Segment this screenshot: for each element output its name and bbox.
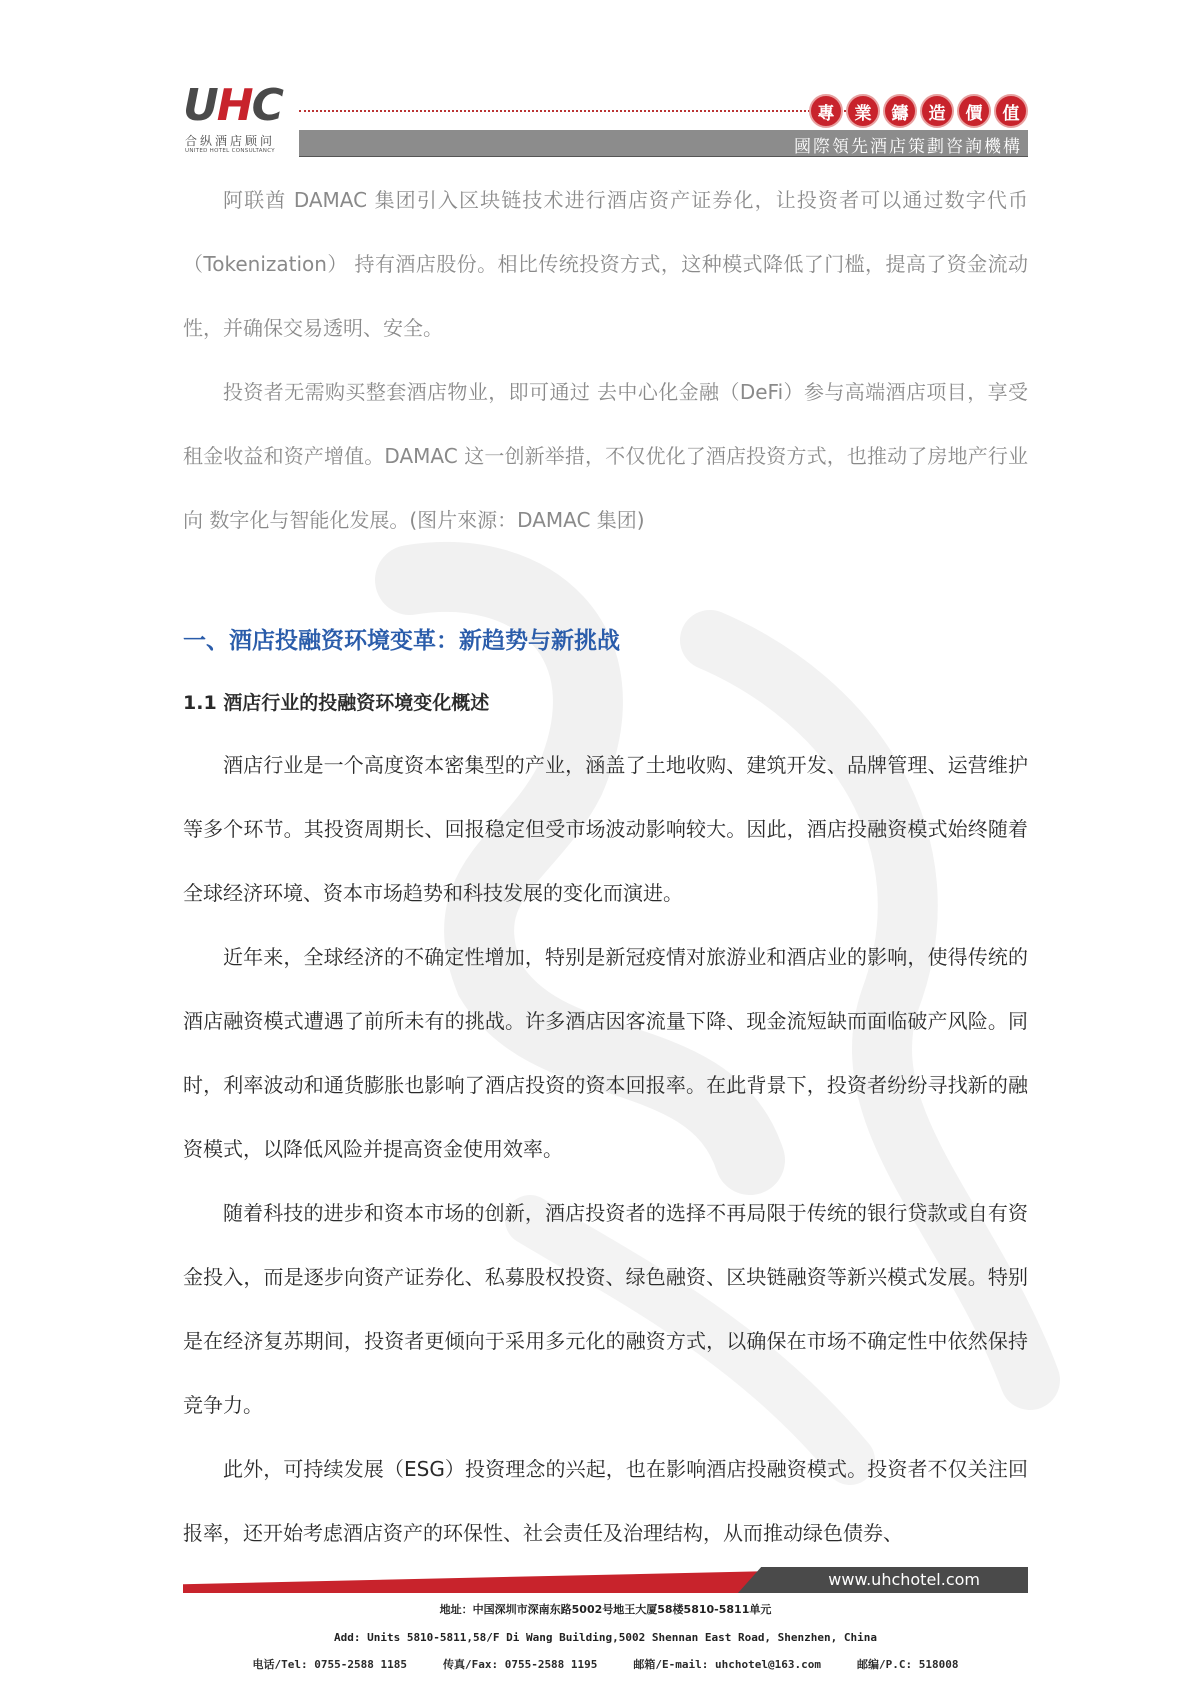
footer-tel: 电话/Tel: 0755-2588 1185 <box>252 1658 407 1671</box>
footer-address-en: Add: Units 5810-5811,58/F Di Wang Building,5002 Shennan East Road, Shenzhen, China <box>333 1631 878 1644</box>
footer-fax: 传真/Fax: 0755-2588 1195 <box>442 1658 598 1671</box>
footer-red-stripe <box>183 1571 773 1593</box>
section-body <box>183 733 1028 1565</box>
header-tagline: 國際領先酒店策劃咨詢機構 <box>794 137 1022 157</box>
logo-mark: UHC <box>183 80 282 131</box>
slogan-char: 造 <box>920 94 954 128</box>
body-paragraph: 随着科技的进步和资本市场的创新，酒店投资者的选择不再局限于传统的银行贷款或自有资金投入，而是逐步向资产证券化、私募股权投资、绿色融资、区块链融资等新兴模式发展。特别是在经济复苏期间，投资者更倾向于采用多元化的融资方式，以确保在市场不确定性中依然保持竞争力。 <box>183 1201 1028 1417</box>
intro-paragraph: 阿联酋 DAMAC 集团引入区块链技术进行酒店资产证券化，让投资者可以通过数字代币（Tokenization） 持有酒店股份。相比传统投资方式，这种模式降低了门槛，提高了资金流动性，并确保交易透明、安全。 <box>183 188 1028 340</box>
subsection-title: 1.1 酒店行业的投融资环境变化概述 <box>183 692 490 714</box>
header-tagline-bar <box>299 130 1028 157</box>
footer-address-cn: 地址：中国深圳市深南东路5002号地王大厦58楼5810-5811单元 <box>439 1603 772 1616</box>
body-paragraph: 近年来，全球经济的不确定性增加，特别是新冠疫情对旅游业和酒店业的影响，使得传统的酒店融资模式遭遇了前所未有的挑战。许多酒店因客流量下降、现金流短缺而面临破产风险。同时，利率波动和通货膨胀也影响了酒店投资的资本回报率。在此背景下，投资者纷纷寻找新的融资模式，以降低风险并提高资金使用效率。 <box>183 945 1028 1161</box>
intro-block <box>183 168 1028 552</box>
footer-website-link[interactable]: www.uhchotel.com <box>828 1570 980 1589</box>
body-paragraph: 酒店行业是一个高度资本密集型的产业，涵盖了土地收购、建筑开发、品牌管理、运营维护等多个环节。其投资周期长、回报稳定但受市场波动影响较大。因此，酒店投融资模式始终随着全球经济环境、资本市场趋势和科技发展的变化而演进。 <box>183 753 1028 905</box>
footer-email[interactable]: 邮箱/E-mail: uhchotel@163.com <box>633 1658 821 1671</box>
uhc-logo <box>183 82 295 156</box>
slogan-seals <box>809 94 1028 128</box>
slogan-char: 價 <box>957 94 991 128</box>
slogan-char: 業 <box>846 94 880 128</box>
body-paragraph: 此外，可持续发展（ESG）投资理念的兴起，也在影响酒店投融资模式。投资者不仅关注回报率，还开始考虑酒店资产的环保性、社会责任及治理结构，从而推动绿色债券、 <box>183 1457 1028 1545</box>
intro-paragraph: 投资者无需购买整套酒店物业，即可通过 去中心化金融（DeFi）参与高端酒店项目，享受租金收益和资产增值。DAMAC 这一创新举措，不仅优化了酒店投资方式，也推动了房地产行业向 数字化与智能化发展。(图片來源：DAMAC 集团) <box>183 380 1028 532</box>
logo-chinese-name: 合纵酒店顾问 <box>185 134 276 148</box>
page-footer <box>183 1567 1028 1672</box>
slogan-char: 值 <box>994 94 1028 128</box>
page-header <box>183 82 1028 160</box>
footer-postcode: 邮编/P.C: 518008 <box>857 1658 959 1671</box>
slogan-char: 鑄 <box>883 94 917 128</box>
slogan-char: 專 <box>809 94 843 128</box>
footer-contacts <box>183 1656 1028 1672</box>
header-dotted-divider <box>299 110 846 112</box>
footer-bar <box>183 1567 1028 1593</box>
section-title: 一、酒店投融资环境变革：新趋势与新挑战 <box>183 628 620 654</box>
logo-english-name: UNITED HOTEL CONSULTANCY <box>185 148 275 154</box>
